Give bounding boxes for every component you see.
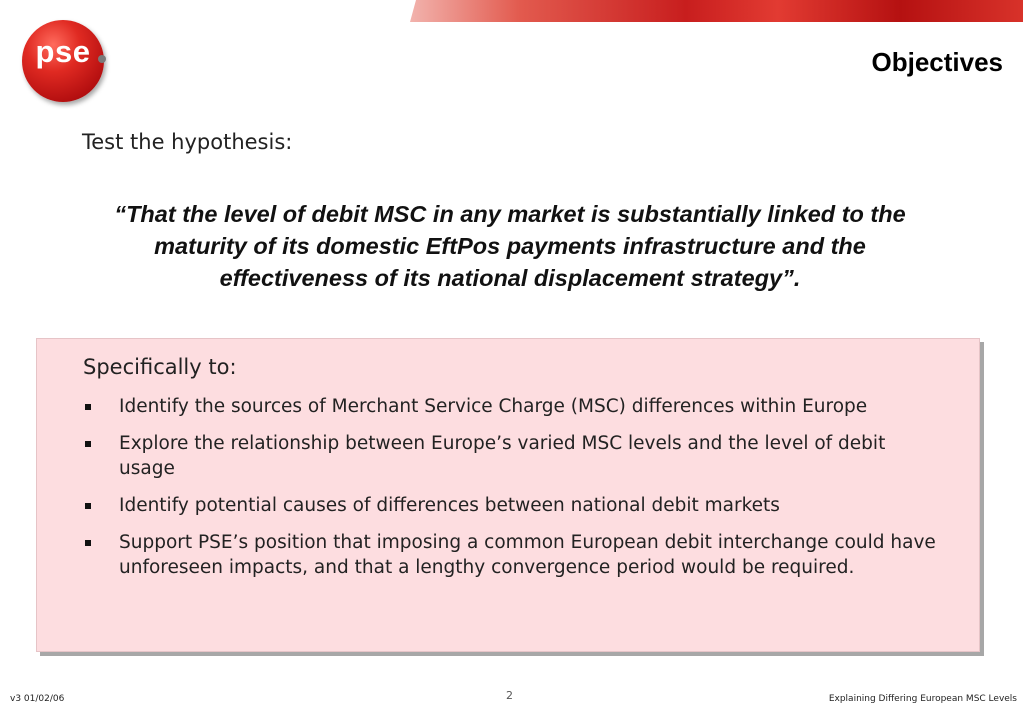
objectives-box [36, 338, 980, 652]
intro-text: Test the hypothesis: [82, 130, 293, 154]
pse-logo [22, 20, 104, 102]
square-bullet-icon [85, 540, 91, 546]
objectives-list [83, 394, 943, 592]
list-item-text: Identify potential causes of differences between national debit markets [119, 495, 780, 516]
square-bullet-icon [85, 441, 91, 447]
list-item-text: Explore the relationship between Europe’s varied MSC levels and the level of debit usage [119, 433, 886, 479]
list-item-text: Support PSE’s position that imposing a common European debit interchange could have unforeseen impacts, and that a lengthy convergence period would be required. [119, 532, 936, 578]
list-item [83, 493, 943, 518]
list-item [83, 394, 943, 419]
footer-version: v3 01/02/06 [10, 694, 65, 704]
footer-doc-title: Explaining Differing European MSC Levels [828, 694, 1017, 704]
logo-dot-icon [98, 55, 106, 63]
list-item-text: Identify the sources of Merchant Service Charge (MSC) differences within Europe [119, 396, 868, 417]
list-item [83, 431, 943, 481]
square-bullet-icon [85, 404, 91, 410]
page-title: Objectives [871, 47, 1003, 77]
objectives-heading: Specifically to: [83, 355, 237, 379]
hypothesis-quote: “That the level of debit MSC in any market is substantially linked to the maturity of its domestic EftPos payments infrastructure and the effectiveness of its national displacement strategy”. [114, 201, 906, 291]
square-bullet-icon [85, 503, 91, 509]
logo-text: pse [35, 34, 91, 69]
list-item [83, 530, 943, 580]
header-banner [410, 0, 1023, 22]
page-number: 2 [506, 689, 513, 702]
